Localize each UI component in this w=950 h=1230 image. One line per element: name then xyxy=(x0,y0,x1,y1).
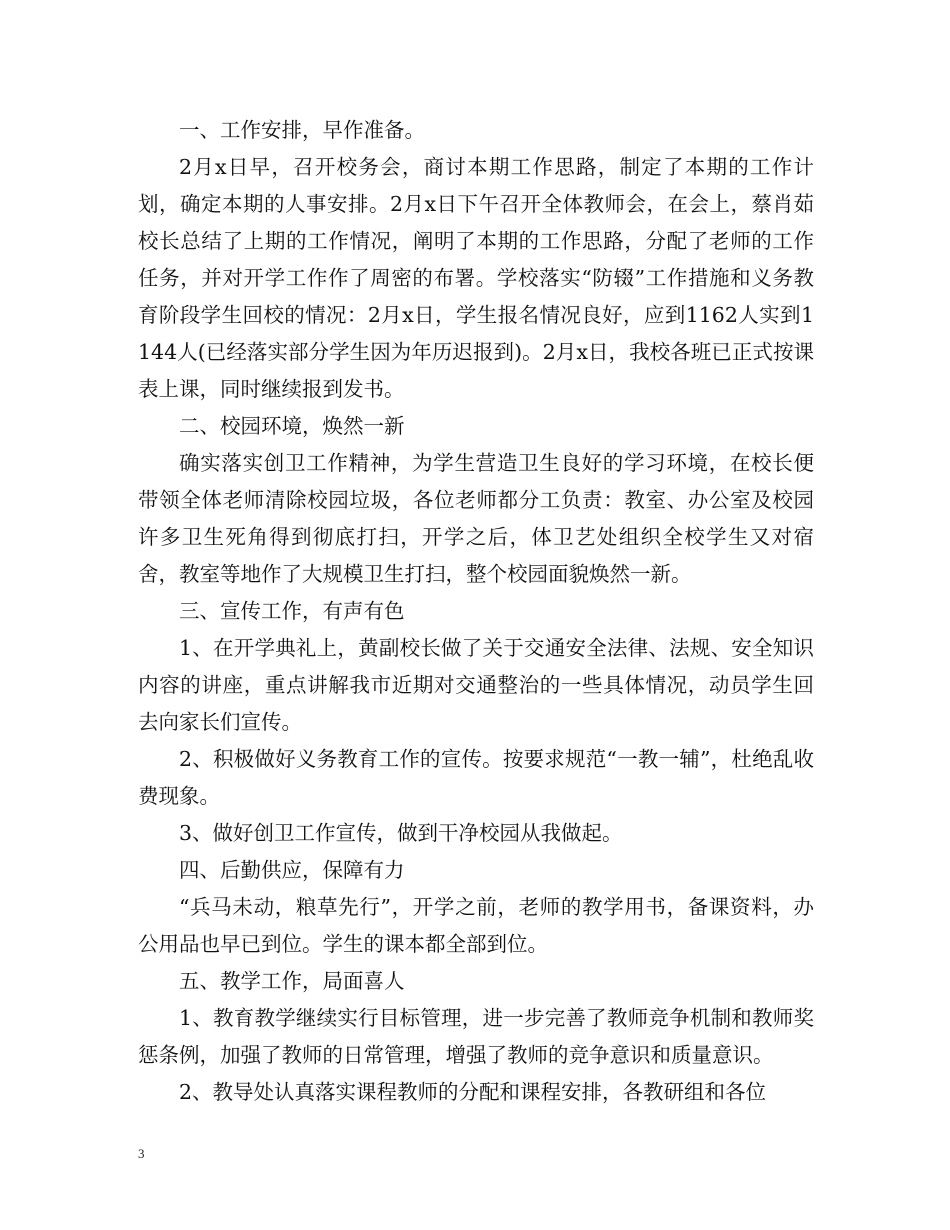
section-heading-work-arrangement: 一、工作安排，早作准备。 xyxy=(179,118,425,142)
paragraph: 2、积极做好义务教育工作的宣传。按要求规范“一教一辅”，杜绝乱收费现象。 xyxy=(138,747,814,808)
paragraph: 3、做好创卫工作宣传，做到干净校园从我做起。 xyxy=(179,821,623,845)
section-heading-campus-environment: 二、校园环境，焕然一新 xyxy=(179,414,405,438)
paragraph: 2、教导处认真落实课程教师的分配和课程安排，各教研组和各位 xyxy=(179,1080,767,1104)
page-number: 3 xyxy=(138,1146,145,1161)
paragraph: 确实落实创卫工作精神，为学生营造卫生良好的学习环境，在校长便带领全体老师清除校园垃圾，各位老师都分工负责：教室、办公室及校园许多卫生死角得到彻底打扫，开学之后，体卫艺处组织全校学生又对宿舍，教室等地作了大规模卫生打扫，整个校园面貌焕然一新。 xyxy=(138,451,814,586)
section-heading-logistics: 四、后勤供应，保障有力 xyxy=(179,858,405,882)
paragraph: 1、教育教学继续实行目标管理，进一步完善了教师竞争机制和教师奖惩条例，加强了教师的日常管理，增强了教师的竞争意识和质量意识。 xyxy=(138,1006,814,1067)
section-heading-publicity-work: 三、宣传工作，有声有色 xyxy=(179,599,405,623)
section-heading-teaching-work: 五、教学工作，局面喜人 xyxy=(179,969,405,993)
document-body xyxy=(138,112,814,1111)
paragraph: “兵马未动，粮草先行”，开学之前，老师的教学用书，备课资料，办公用品也早已到位。学生的课本都全部到位。 xyxy=(138,895,814,956)
paragraph: 2月x日早，召开校务会，商讨本期工作思路，制定了本期的工作计划，确定本期的人事安排。2月x日下午召开全体教师会，在会上，蔡肖茹校长总结了上期的工作情况，阐明了本期的工作思路，分配了老师的工作任务，并对开学工作作了周密的布署。学校落实“防辍”工作措施和义务教育阶段学生回校的情况：2月x日，学生报名情况良好，应到1162人实到1144人(已经落实部分学生因为年历迟报到)。2月x日，我校各班已正式按课表上课，同时继续报到发书。 xyxy=(138,155,814,401)
paragraph: 1、在开学典礼上，黄副校长做了关于交通安全法律、法规、安全知识内容的讲座，重点讲解我市近期对交通整治的一些具体情况，动员学生回去向家长们宣传。 xyxy=(138,636,814,734)
